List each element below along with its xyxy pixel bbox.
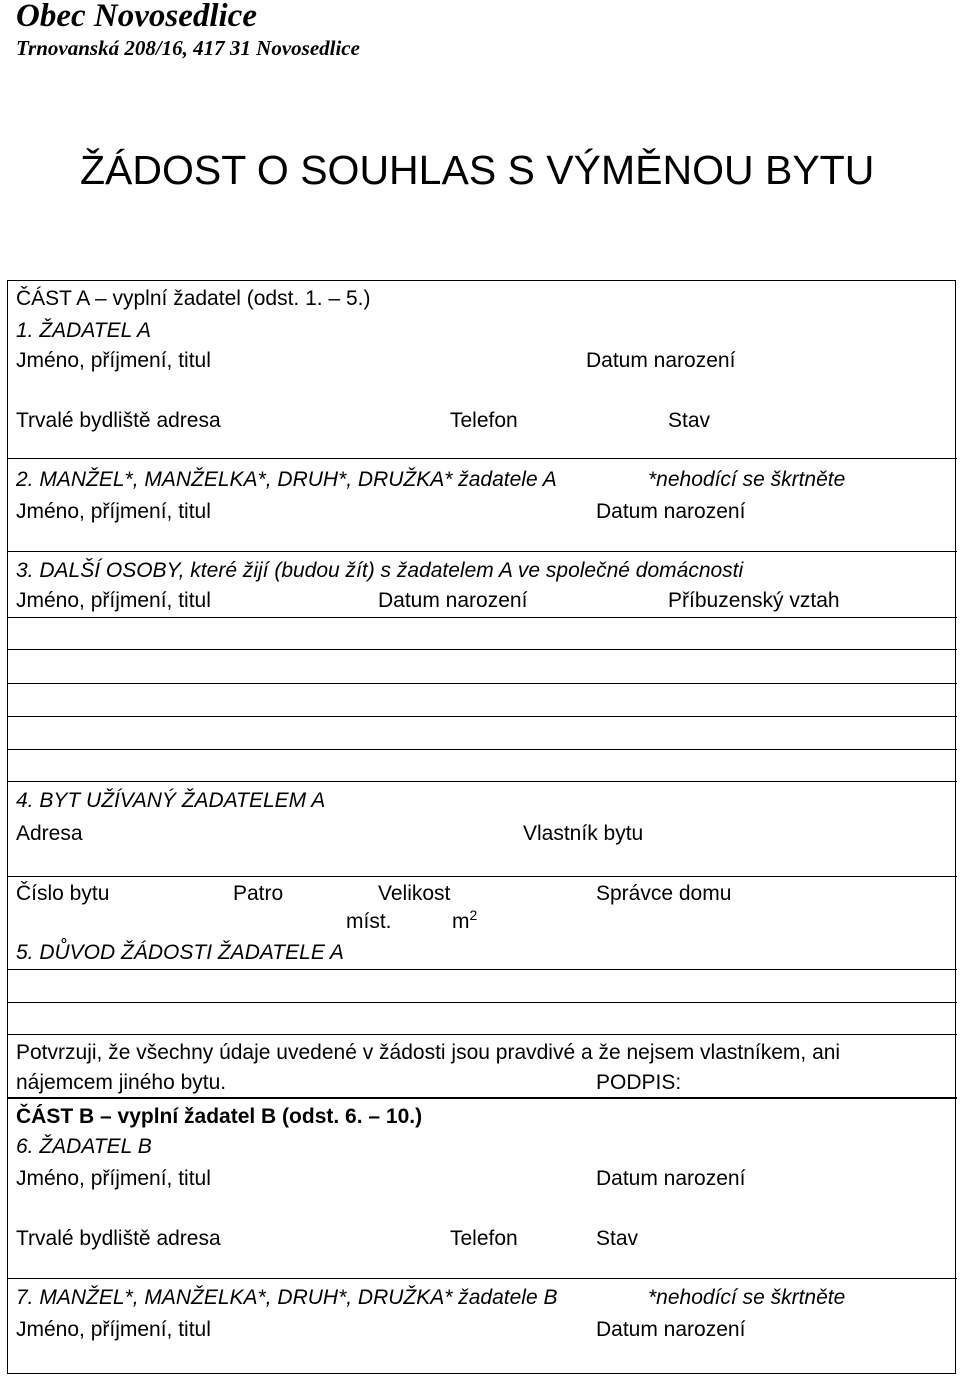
section-4-heading: 4. BYT UŽÍVANÝ ŽADATELEM A <box>16 789 326 812</box>
divider <box>7 458 957 459</box>
spouse-b-name-label: Jméno, příjmení, titul <box>16 1318 211 1341</box>
section-divider <box>7 1097 957 1099</box>
section-2-heading: 2. MANŽEL*, MANŽELKA*, DRUH*, DRUŽKA* žadatele A <box>16 468 557 491</box>
signature-label: PODPIS: <box>596 1071 682 1094</box>
applicant-b-status-label: Stav <box>596 1227 639 1250</box>
section-7-note: *nehodící se škrtněte <box>648 1286 846 1309</box>
declaration-line-1: Potvrzuji, že všechny údaje uvedené v žádosti jsou pravdivé a že nejsem vlastníkem, ani <box>16 1041 841 1064</box>
section-5-heading: 5. DŮVOD ŽÁDOSTI ŽADATELE A <box>16 941 344 964</box>
table-row-line <box>7 617 957 618</box>
org-address: Trnovanská 208/16, 417 31 Novosedlice <box>16 36 360 60</box>
table-row-line <box>7 1034 957 1035</box>
section-3-heading: 3. DALŠÍ OSOBY, které žijí (budou žít) s žadatelem A ve společné domácnosti <box>16 559 744 582</box>
other-persons-name-label: Jméno, příjmení, titul <box>16 589 211 612</box>
flat-a-rooms-label: míst. <box>346 910 392 933</box>
other-persons-dob-label: Datum narození <box>378 589 528 612</box>
other-persons-relation-label: Příbuzenský vztah <box>668 589 840 612</box>
table-row-line <box>7 649 957 650</box>
table-row-line <box>7 749 957 750</box>
form-frame <box>7 280 956 1374</box>
applicant-b-name-label: Jméno, příjmení, titul <box>16 1167 211 1190</box>
spouse-a-name-label: Jméno, příjmení, titul <box>16 500 211 523</box>
applicant-a-phone-label: Telefon <box>450 409 518 432</box>
applicant-a-dob-label: Datum narození <box>586 349 736 372</box>
flat-a-size-label: Velikost <box>378 882 451 905</box>
spouse-a-dob-label: Datum narození <box>596 500 746 523</box>
section-7-heading: 7. MANŽEL*, MANŽELKA*, DRUH*, DRUŽKA* žadatele B <box>16 1286 558 1309</box>
part-b-heading: ČÁST B – vyplní žadatel B (odst. 6. – 10.) <box>16 1105 423 1128</box>
declaration-line-2: nájemcem jiného bytu. <box>16 1071 227 1094</box>
section-6-heading: 6. ŽADATEL B <box>16 1135 152 1158</box>
applicant-a-status-label: Stav <box>668 409 711 432</box>
org-name: Obec Novosedlice <box>16 0 257 34</box>
flat-a-address-label: Adresa <box>16 822 83 845</box>
applicant-b-address-label: Trvalé bydliště adresa <box>16 1227 221 1250</box>
flat-a-manager-label: Správce domu <box>596 882 732 905</box>
table-row-line <box>7 683 957 684</box>
table-row-line <box>7 781 957 782</box>
flat-a-area-unit <box>452 907 478 933</box>
flat-a-owner-label: Vlastník bytu <box>523 822 644 845</box>
applicant-b-dob-label: Datum narození <box>596 1167 746 1190</box>
flat-a-floor-label: Patro <box>233 882 284 905</box>
area-unit-exponent: 2 <box>469 907 478 923</box>
area-unit-letter: m <box>452 910 470 933</box>
divider <box>7 551 957 552</box>
applicant-a-address-label: Trvalé bydliště adresa <box>16 409 221 432</box>
table-row-line <box>7 1002 957 1003</box>
applicant-a-name-label: Jméno, příjmení, titul <box>16 349 211 372</box>
table-row-line <box>7 969 957 970</box>
section-2-note: *nehodící se škrtněte <box>648 468 846 491</box>
table-row-line <box>7 716 957 717</box>
part-a-heading: ČÁST A – vyplní žadatel (odst. 1. – 5.) <box>16 287 371 310</box>
form-title: ŽÁDOST O SOUHLAS S VÝMĚNOU BYTU <box>80 147 875 193</box>
section-1-heading: 1. ŽADATEL A <box>16 319 151 342</box>
flat-a-number-label: Číslo bytu <box>16 882 110 905</box>
spouse-b-dob-label: Datum narození <box>596 1318 746 1341</box>
divider <box>7 1278 957 1279</box>
applicant-b-phone-label: Telefon <box>450 1227 518 1250</box>
divider <box>7 876 957 877</box>
